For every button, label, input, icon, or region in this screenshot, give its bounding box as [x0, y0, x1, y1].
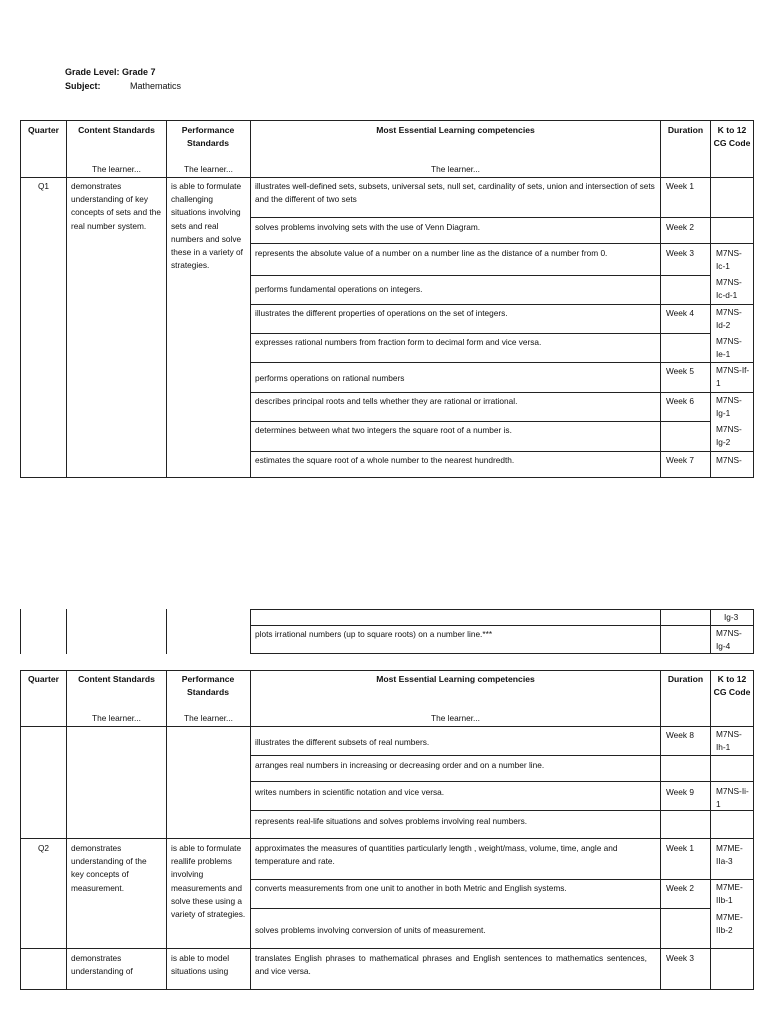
melc-item: plots irrational numbers (up to square roots) on a number line.***: [255, 629, 493, 639]
duration-cell: Week 1: [666, 181, 694, 191]
melc-item: represents real-life situations and solves problems involving real numbers.: [255, 816, 528, 826]
header-quarter: Quarter: [27, 674, 60, 684]
code-cell: M7ME-IIa-3: [716, 843, 743, 867]
code-cell: M7NS-Ih-1: [716, 729, 742, 753]
code-cell: M7NS-If-1: [716, 365, 750, 389]
code-cell: M7ME-IIb-1: [716, 882, 743, 906]
code-cell: M7NS-Ii-1: [716, 786, 749, 810]
melc-item: translates English phrases to mathematical phrases and English sentences to mathematics sentences, and vice versa.: [255, 953, 647, 977]
quarter-q2: Q2: [37, 843, 50, 853]
learner-label: The learner...: [92, 164, 141, 174]
header-melc: Most Essential Learning competencies: [376, 125, 535, 135]
code-cell: M7NS-Id-2: [716, 307, 742, 331]
header-duration: Duration: [667, 674, 704, 684]
learner-label: The learner...: [184, 713, 233, 723]
header-duration: Duration: [667, 125, 704, 135]
duration-cell: Week 3: [666, 953, 694, 963]
melc-item: performs fundamental operations on integers.: [255, 284, 423, 294]
header-performance-standards: Performance Standards: [181, 674, 235, 697]
melc-item: represents the absolute value of a number on a number line as the distance of a number from 0.: [255, 248, 608, 258]
content-standard-q1: demonstrates understanding of key concepts of sets and the real number system.: [71, 181, 161, 231]
duration-cell: Week 7: [666, 455, 694, 465]
header-performance-standards: Performance Standards: [181, 125, 235, 148]
melc-item: illustrates the different properties of operations on the set of integers.: [255, 308, 508, 318]
quarter-q1: Q1: [37, 181, 50, 191]
duration-cell: Week 8: [666, 730, 694, 740]
melc-item: solves problems involving sets with the use of Venn Diagram.: [255, 222, 481, 232]
melc-item: estimates the square root of a whole number to the nearest hundredth.: [255, 455, 515, 465]
melc-item: determines between what two integers the square root of a number is.: [255, 425, 512, 435]
code-cell: M7ME-IIb-2: [716, 912, 743, 936]
duration-cell: Week 2: [666, 222, 694, 232]
code-cell: M7NS-Ic-d-1: [716, 277, 742, 301]
duration-cell: Week 6: [666, 396, 694, 406]
melc-item: writes numbers in scientific notation and vice versa.: [255, 787, 445, 797]
duration-cell: Week 5: [666, 366, 694, 376]
code-cell: M7NS-: [716, 455, 742, 465]
header-content-standards: Content Standards: [78, 125, 155, 135]
code-cell: M7NS-Ig-1: [716, 395, 742, 419]
melc-item: illustrates the different subsets of real numbers.: [255, 737, 430, 747]
subject-label: Subject:: [65, 81, 101, 91]
melc-item: solves problems involving conversion of units of measurement.: [255, 925, 486, 935]
learner-label: The learner...: [431, 164, 480, 174]
performance-standard-q2: is able to formulate reallife problems involving measurements and solve these using a variety of strategies.: [171, 843, 246, 920]
subject-value: Mathematics: [130, 81, 182, 91]
header-code: K to 12 CG Code: [713, 674, 751, 697]
header-code: K to 12 CG Code: [713, 125, 751, 148]
header-melc: Most Essential Learning competencies: [376, 674, 535, 684]
duration-cell: Week 9: [666, 787, 694, 797]
performance-standard-q1: is able to formulate challenging situations involving sets and real numbers and solve these in a variety of strategies.: [171, 181, 243, 271]
melc-item: illustrates well-defined sets, subsets, universal sets, null set, cardinality of sets, union and intersection of sets and the different of two sets: [255, 181, 655, 205]
duration-cell: Week 2: [666, 883, 694, 893]
learner-label: The learner...: [184, 164, 233, 174]
melc-item: performs operations on rational numbers: [255, 373, 405, 383]
code-cell: M7NS-Ig-4: [716, 628, 742, 652]
content-standard-q2: demonstrates understanding of the key concepts of measurement.: [71, 843, 147, 893]
duration-cell: Week 3: [666, 248, 694, 258]
melc-item: describes principal roots and tells whether they are rational or irrational.: [255, 396, 518, 406]
code-cell: M7NS-Ig-2: [716, 424, 742, 448]
learner-label: The learner...: [431, 713, 480, 723]
header-quarter: Quarter: [27, 125, 60, 135]
code-cell: M7NS-Ie-1: [716, 336, 742, 360]
grade-level: Grade Level: Grade 7: [65, 67, 156, 77]
code-cell: M7NS-Ic-1: [716, 248, 742, 272]
header-content-standards: Content Standards: [78, 674, 155, 684]
melc-item: expresses rational numbers from fraction form to decimal form and vice versa.: [255, 337, 542, 347]
melc-item: approximates the measures of quantities particularly length , weight/mass, volume, time, angle and temperature and rate.: [255, 843, 618, 867]
duration-cell: Week 4: [666, 308, 694, 318]
duration-cell: Week 1: [666, 843, 694, 853]
performance-standard-q2-next: is able to model situations using: [171, 953, 230, 977]
melc-item: converts measurements from one unit to another in both Metric and English systems.: [255, 883, 567, 893]
code-cell: Ig-3: [724, 612, 739, 622]
learner-label: The learner...: [92, 713, 141, 723]
melc-item: arranges real numbers in increasing or decreasing order and on a number line.: [255, 760, 545, 770]
content-standard-q2-next: demonstrates understanding of: [71, 953, 133, 977]
